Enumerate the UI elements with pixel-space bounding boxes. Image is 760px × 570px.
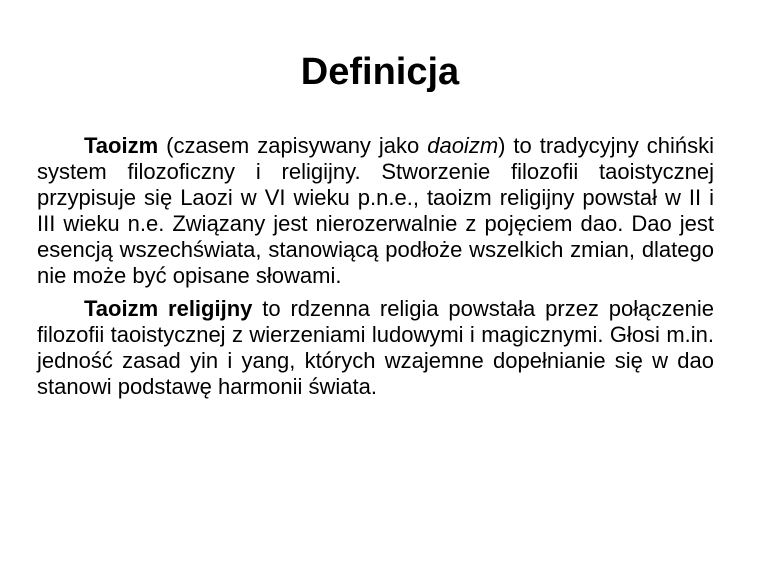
term-taoizm: Taoizm: [84, 133, 159, 158]
slide-body: [37, 133, 714, 407]
slide-title: Definicja: [300, 51, 460, 93]
paragraph-text: ) to tradycyjny chiński system filozoficzny i religijny. Stworzenie filozofii taoistycznej przypisuje się Laozi w VI wieku p.n.e., taoizm religijny powstał w II i III wieku n.e. Związany jest nierozerwalnie z pojęciem dao. Dao jest esencją wszechświata, stanowiącą podłoże wszelkich zmian, dlatego nie może być opisane słowami.: [37, 133, 714, 288]
term-taoizm-religijny: Taoizm religijny: [84, 296, 253, 321]
paragraph-taoism-definition: [37, 133, 714, 289]
paragraph-text: (czasem zapisywany jako: [158, 133, 428, 158]
paragraph-text: to rdzenna religia powstała przez połączenie filozofii taoistycznej z wierzeniami ludowymi i magicznymi. Głosi m.in. jedność zasad yin i yang, których wzajemne dopełnianie się w dao stanowi podstawę harmonii świata.: [37, 296, 714, 399]
paragraph-religious-taoism: [37, 296, 714, 400]
term-daoizm: daoizm: [427, 133, 499, 158]
